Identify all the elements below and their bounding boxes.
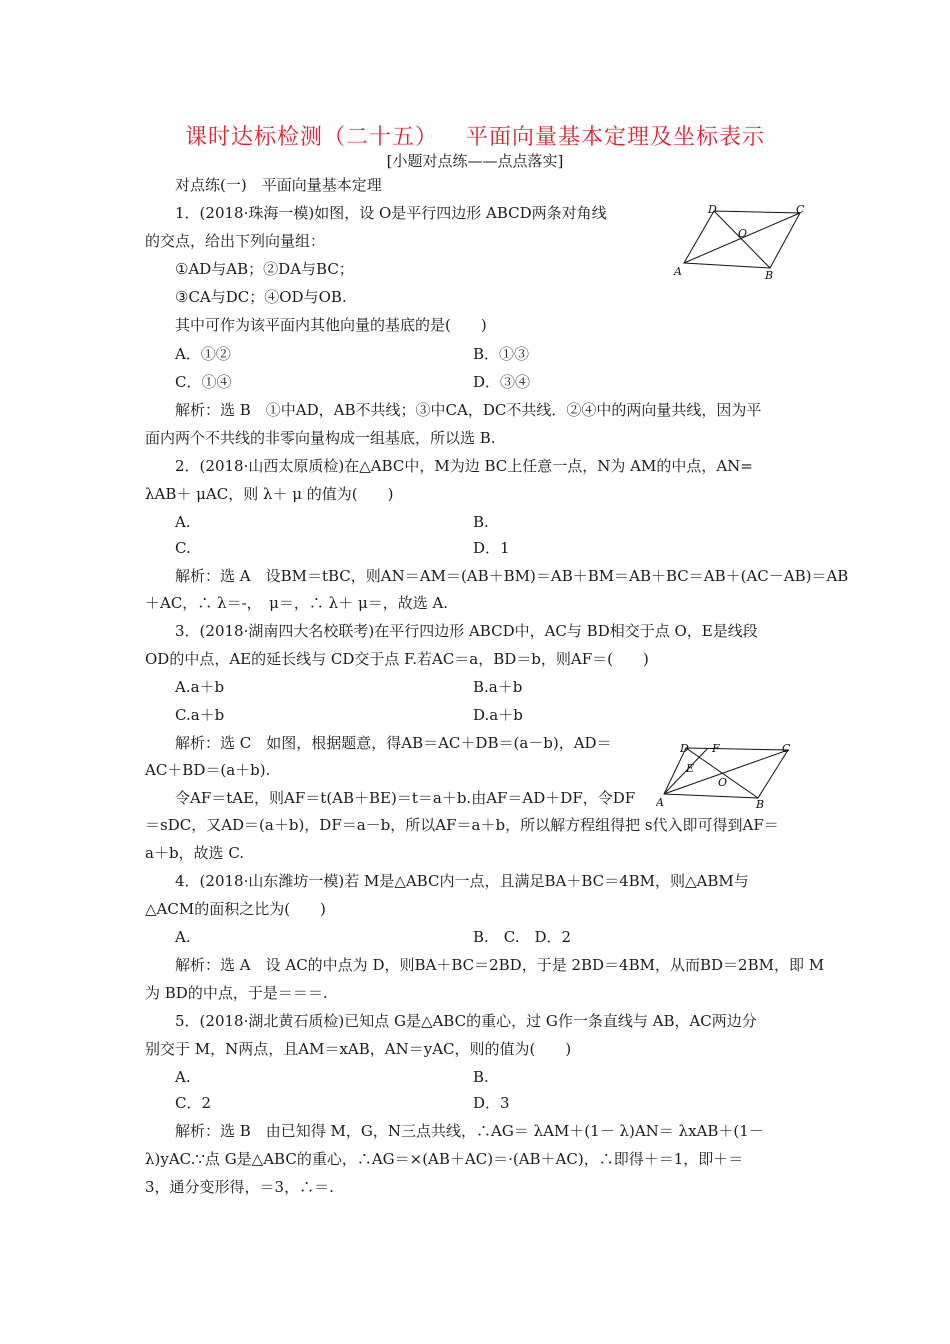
page-subtitle: [小题对点练——点点落实] — [386, 152, 564, 170]
text-line-l19a: C.a＋b — [175, 706, 225, 724]
text-line-l12b: B. — [473, 513, 489, 531]
text-line-l7b: D．③④ — [473, 373, 531, 391]
text-line-l27a: A. — [175, 928, 191, 946]
text-line-l35: λ)yAC.∵点 G是△ABC的重心，∴AG＝×(AB＋AC)＝·(AB＋AC)，∴即得＋＝1，即＋＝ — [145, 1150, 744, 1168]
fig1-label-o: O — [738, 227, 748, 240]
title-main: 课时达标检测（二十五） — [184, 125, 438, 150]
text-line-l11: λAB＋ μAC，则 λ＋ μ 的值为( ) — [145, 485, 394, 503]
text-line-l33b: D．3 — [473, 1094, 510, 1112]
fig1-label-b: B — [765, 269, 774, 281]
fig1-label-c: C — [796, 203, 805, 216]
text-line-l1: 1．(2018·珠海一模)如图，设 O是平行四边形 ABCD两条对角线 — [175, 204, 607, 222]
text-line-l32a: A. — [175, 1068, 191, 1086]
section-heading: 对点练(一) 平面向量基本定理 — [175, 176, 382, 194]
title-topic: 平面向量基本定理及坐标表示 — [466, 125, 766, 150]
fig1-label-d: D — [708, 203, 717, 216]
fig1-label-a: A — [674, 265, 682, 278]
text-line-l23: ＝sDC，又AD＝(a＋b)，DF＝a－b，所以AF＝a＋b，所以解方程组得把 s代入即可得到AF＝ — [145, 816, 779, 834]
text-line-l14: 解析：选 A 设BM＝tBC，则AN＝AM＝(AB＋BM)＝AB＋BM＝AB＋BC＝AB＋(AC－AB)＝AB — [175, 567, 849, 585]
page-title — [0, 120, 950, 151]
text-line-l27b: B. C. D．2 — [473, 928, 572, 946]
text-line-l31: 别交于 M，N两点，且AM＝xAB，AN＝yAC，则的值为( ) — [145, 1040, 572, 1058]
text-line-l20: 解析：选 C 如图，根据题意，得AB＝AC＋DB＝(a－b)，AD＝ — [175, 734, 612, 752]
text-line-l13a: C. — [175, 539, 191, 557]
figure-parallelogram-1 — [672, 203, 812, 281]
text-line-l9: 面内两个不共线的非零向量构成一组基底，所以选 B. — [145, 429, 496, 447]
text-line-l36: 3，通分变形得，＝3，∴＝. — [145, 1178, 334, 1196]
text-line-l33a: C．2 — [175, 1094, 212, 1112]
text-line-l17: OD的中点，AE的延长线与 CD交于点 F.若AC＝a，BD＝b，则AF＝( ) — [145, 650, 649, 668]
text-line-l13b: D．1 — [473, 539, 510, 557]
text-line-l28: 解析：选 A 设 AC的中点为 D，则BA＋BC＝2BD，于是 2BD＝4BM，从而BD＝2BM，即 M — [175, 956, 825, 974]
fig2-label-f: F — [712, 742, 720, 755]
text-line-l4: ③CA与DC；④OD与OB. — [175, 288, 347, 306]
fig2-label-a: A — [656, 796, 664, 809]
text-line-l8: 解析：选 B ①中AD，AB不共线；③中CA，DC不共线．②④中的两向量共线，因为平 — [175, 401, 762, 419]
text-line-l24: a＋b，故选 C. — [145, 844, 245, 862]
text-line-l16: 3．(2018·湖南四大名校联考)在平行四边形 ABCD中，AC与 BD相交于点 O，E是线段 — [175, 622, 758, 640]
fig2-label-o: O — [718, 776, 728, 789]
text-line-l34: 解析：选 B 由已知得 M，G，N三点共线，∴AG＝ λAM＋(1－ λ)AN＝ λxAB＋(1－ — [175, 1122, 764, 1140]
text-line-l15: ＋AC，∴ λ＝-， μ＝，∴ λ＋ μ＝，故选 A. — [145, 594, 449, 612]
text-line-l32b: B. — [473, 1068, 489, 1086]
fig2-label-c: C — [782, 742, 791, 755]
figure-parallelogram-2 — [656, 742, 796, 812]
text-line-l10: 2．(2018·山西太原质检)在△ABC中，M为边 BC上任意一点，N为 AM的中点，AN= — [175, 457, 753, 475]
text-line-l19b: D.a＋b — [473, 706, 523, 724]
text-line-l29: 为 BD的中点，于是＝＝＝. — [145, 984, 328, 1002]
text-line-l18a: A.a＋b — [175, 678, 225, 696]
text-line-l6b: B．①③ — [473, 345, 530, 363]
text-line-l25: 4．(2018·山东潍坊一模)若 M是△ABC内一点，且满足BA＋BC＝4BM，则△ABM与 — [175, 872, 749, 890]
text-line-l21: AC＋BD＝(a＋b). — [145, 761, 271, 779]
fig2-label-d: D — [680, 742, 689, 755]
text-line-l3: ①AD与AB；②DA与BC； — [175, 260, 354, 278]
fig2-label-b: B — [756, 798, 765, 811]
text-line-l30: 5．(2018·湖北黄石质检)已知点 G是△ABC的重心，过 G作一条直线与 AB，AC两边分 — [175, 1012, 757, 1030]
text-line-l7a: C．①④ — [175, 373, 232, 391]
text-line-l5: 其中可作为该平面内其他向量的基底的是( ) — [175, 316, 487, 334]
text-line-l6a: A．①② — [175, 345, 231, 363]
text-line-l26: △ACM的面积之比为( ) — [145, 900, 326, 918]
text-line-l18b: B.a＋b — [473, 678, 523, 696]
text-line-l22: 令AF＝tAE，则AF＝t(AB＋BE)＝t＝a＋b.由AF＝AD＋DF，令DF — [175, 789, 636, 807]
text-line-l2: 的交点，给出下列向量组： — [145, 232, 326, 250]
text-line-l12a: A. — [175, 513, 191, 531]
fig2-label-e: E — [686, 762, 695, 775]
